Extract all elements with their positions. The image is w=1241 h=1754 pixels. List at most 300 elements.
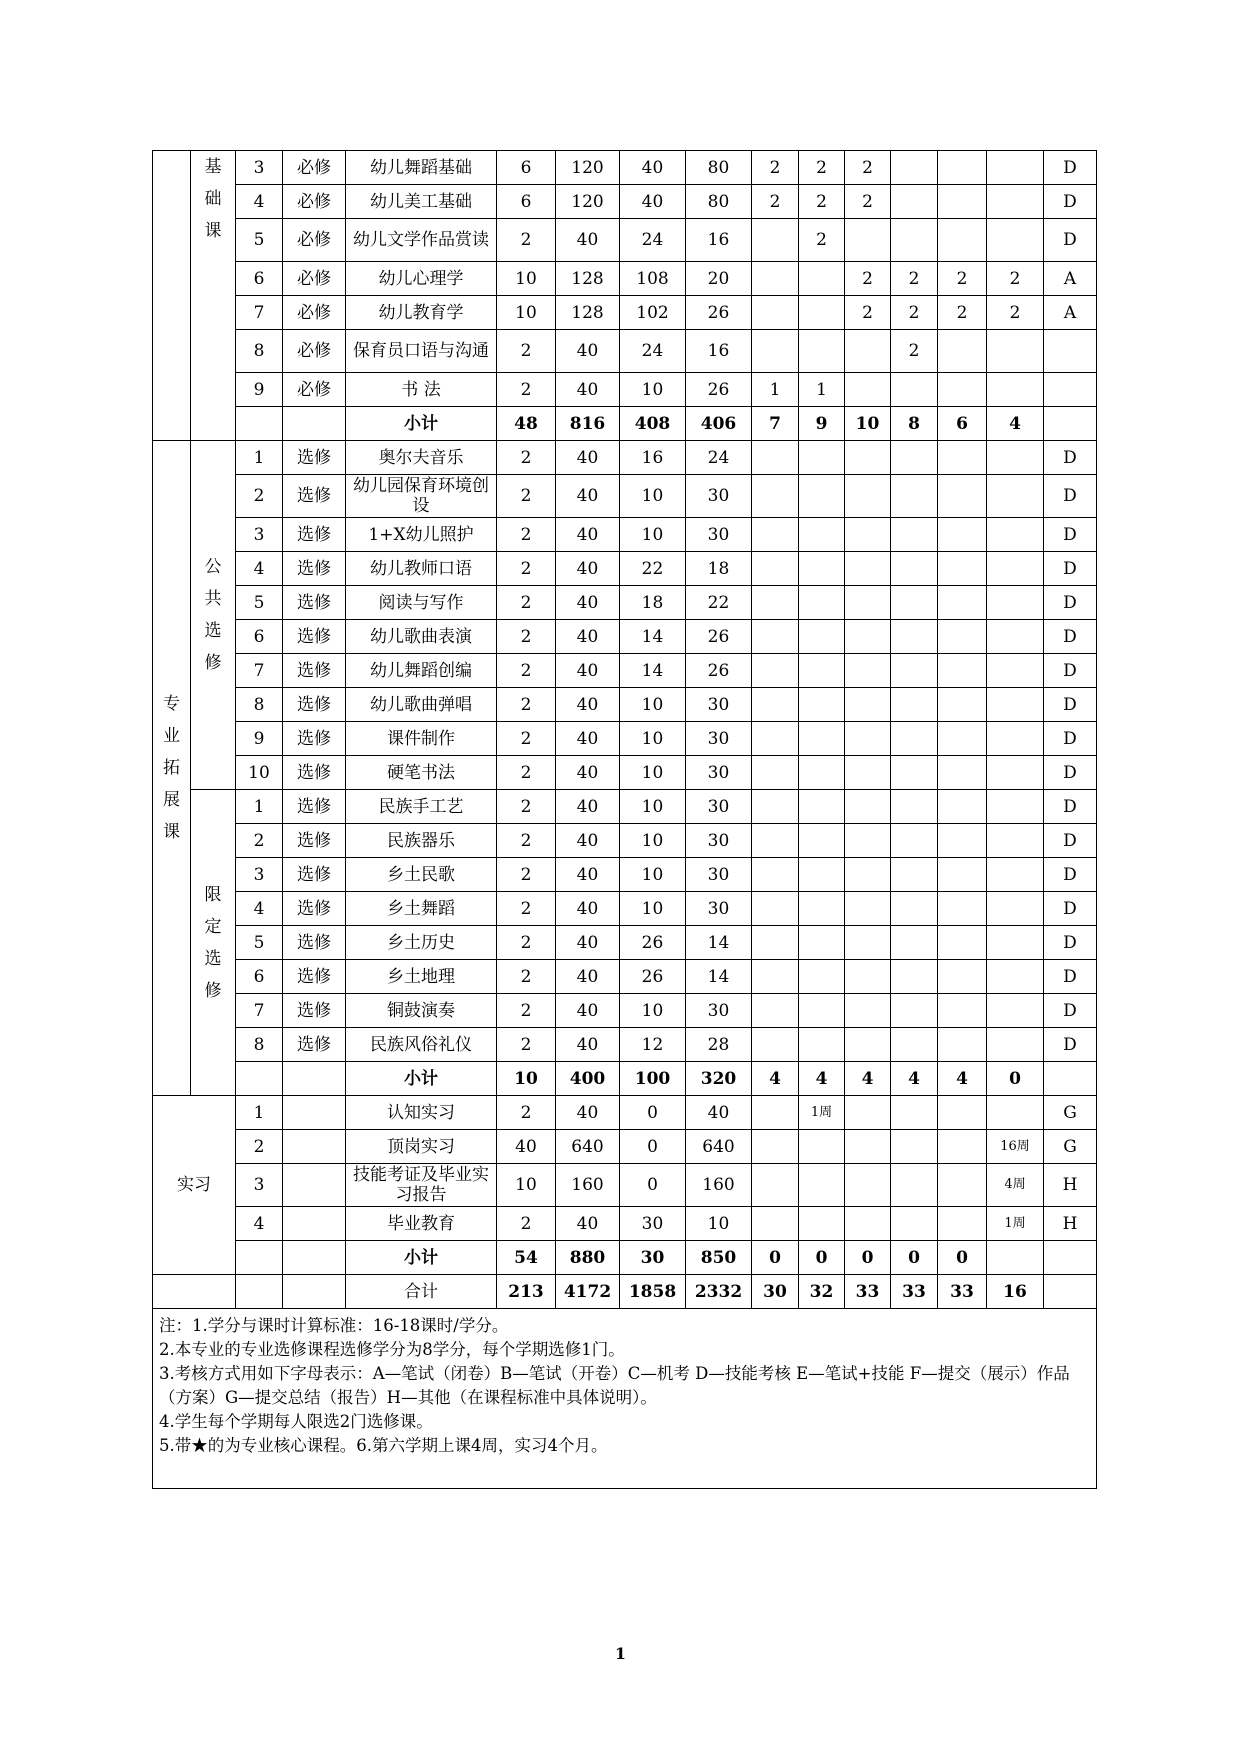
col-theory: 10: [620, 994, 686, 1028]
col-course: 幼儿歌曲表演: [346, 620, 497, 654]
col-credit: 2: [497, 790, 556, 824]
col-theory: 0: [620, 1130, 686, 1164]
col-s1: [752, 1130, 799, 1164]
col-s1: 2: [752, 151, 799, 185]
col-seq: 5: [236, 219, 283, 262]
col-s2: [799, 892, 845, 926]
col-credit: 2: [497, 926, 556, 960]
col-s6: [987, 688, 1044, 722]
col-credit: 2: [497, 994, 556, 1028]
table-row: [153, 620, 1097, 654]
col-s2: [799, 552, 845, 586]
col-hours: 40: [556, 654, 620, 688]
col-credit: 2: [497, 475, 556, 518]
total-cell: 1858: [620, 1275, 686, 1309]
subtotal-cell: [1044, 407, 1097, 441]
col-s4: [891, 790, 938, 824]
col-s5: [938, 790, 987, 824]
col-seq: 8: [236, 330, 283, 373]
col-s4: 2: [891, 296, 938, 330]
col-credit: 2: [497, 552, 556, 586]
col-s1: [752, 994, 799, 1028]
col-s5: [938, 960, 987, 994]
col-course: 乡土历史: [346, 926, 497, 960]
col-s1: [752, 441, 799, 475]
col-credit: 2: [497, 620, 556, 654]
col-s3: [845, 441, 891, 475]
subtotal-label: 小计: [346, 1062, 497, 1096]
col-s1: [752, 722, 799, 756]
col-credit: 10: [497, 296, 556, 330]
col-type: [283, 1207, 346, 1241]
col-assess: D: [1044, 552, 1097, 586]
col-s5: [938, 1164, 987, 1207]
col-credit: 10: [497, 262, 556, 296]
col-hours: 640: [556, 1130, 620, 1164]
col-s4: [891, 892, 938, 926]
col-credit: 2: [497, 518, 556, 552]
col-course: 保育员口语与沟通: [346, 330, 497, 373]
table-row: [153, 722, 1097, 756]
col-s5: [938, 824, 987, 858]
col-course: 民族手工艺: [346, 790, 497, 824]
col-credit: 2: [497, 654, 556, 688]
col-credit: 40: [497, 1130, 556, 1164]
col-s6: [987, 475, 1044, 518]
col-s5: [938, 185, 987, 219]
col-s6: [987, 790, 1044, 824]
col-credit: 2: [497, 892, 556, 926]
col-seq: 3: [236, 151, 283, 185]
col-seq: 1: [236, 790, 283, 824]
col-s1: [752, 262, 799, 296]
col-s4: [891, 1130, 938, 1164]
col-s5: [938, 926, 987, 960]
col-assess: A: [1044, 262, 1097, 296]
col-s3: [845, 219, 891, 262]
col-s3: [845, 994, 891, 1028]
col-practice: 18: [686, 552, 752, 586]
col-seq: 7: [236, 994, 283, 1028]
col-course: 书 法: [346, 373, 497, 407]
col-type: 选修: [283, 518, 346, 552]
col-s6: 16周: [987, 1130, 1044, 1164]
col-hours: 40: [556, 688, 620, 722]
table-row: [153, 1096, 1097, 1130]
col-assess: D: [1044, 620, 1097, 654]
section-public-elective: 公 共 选 修: [191, 441, 236, 790]
col-s5: [938, 518, 987, 552]
col-course: 幼儿园保育环境创设: [346, 475, 497, 518]
col-assess: D: [1044, 219, 1097, 262]
col-type: [283, 1275, 346, 1309]
col-s1: [752, 518, 799, 552]
col-s4: [891, 926, 938, 960]
col-seq: [236, 1062, 283, 1096]
col-practice: 30: [686, 892, 752, 926]
notes-cell: [153, 1309, 1097, 1489]
col-credit: 2: [497, 960, 556, 994]
col-s5: [938, 994, 987, 1028]
col-assess: H: [1044, 1207, 1097, 1241]
col-s1: [752, 824, 799, 858]
col-type: 选修: [283, 552, 346, 586]
col-credit: 6: [497, 185, 556, 219]
col-theory: 16: [620, 441, 686, 475]
col-s1: [752, 296, 799, 330]
subtotal-cell: 408: [620, 407, 686, 441]
col-practice: 30: [686, 824, 752, 858]
col-course: 幼儿舞蹈基础: [346, 151, 497, 185]
col-s4: [891, 858, 938, 892]
col-s6: [987, 518, 1044, 552]
col-hours: 40: [556, 518, 620, 552]
col-theory: 10: [620, 756, 686, 790]
table-row: [153, 373, 1097, 407]
col-practice: 28: [686, 1028, 752, 1062]
col-s6: [987, 441, 1044, 475]
col-practice: 30: [686, 722, 752, 756]
col-s2: [799, 1207, 845, 1241]
col-s4: [891, 960, 938, 994]
col-s4: [891, 475, 938, 518]
subtotal-cell: 10: [845, 407, 891, 441]
col-seq: 4: [236, 892, 283, 926]
col-s4: [891, 688, 938, 722]
col-type: 必修: [283, 262, 346, 296]
subtotal-cell: 4: [938, 1062, 987, 1096]
col-hours: 40: [556, 475, 620, 518]
col-s3: [845, 620, 891, 654]
col-s1: [752, 330, 799, 373]
col-hours: 40: [556, 926, 620, 960]
col-seq: 3: [236, 1164, 283, 1207]
subtotal-cell: 8: [891, 407, 938, 441]
col-assess: D: [1044, 960, 1097, 994]
col-s6: [987, 722, 1044, 756]
total-label: 合计: [346, 1275, 497, 1309]
col-s2: [799, 858, 845, 892]
col-s4: [891, 722, 938, 756]
col-s2: [799, 518, 845, 552]
col-s6: [987, 620, 1044, 654]
subtotal-cell: 0: [752, 1241, 799, 1275]
col-s1: [752, 586, 799, 620]
col-s3: [845, 790, 891, 824]
col-s6: [987, 926, 1044, 960]
col-assess: D: [1044, 926, 1097, 960]
subtotal-cell: 0: [987, 1062, 1044, 1096]
col-theory: 26: [620, 926, 686, 960]
col-theory: 108: [620, 262, 686, 296]
col-assess: D: [1044, 654, 1097, 688]
col-s6: [987, 185, 1044, 219]
col-hours: 40: [556, 790, 620, 824]
col-assess: D: [1044, 1028, 1097, 1062]
subtotal-label: 小计: [346, 407, 497, 441]
col-course: 铜鼓演奏: [346, 994, 497, 1028]
col-hours: 40: [556, 994, 620, 1028]
col-s4: [891, 1207, 938, 1241]
col-practice: 26: [686, 620, 752, 654]
col-theory: 10: [620, 824, 686, 858]
col-credit: 2: [497, 586, 556, 620]
col-type: 必修: [283, 330, 346, 373]
col-s1: [752, 475, 799, 518]
col-s5: [938, 858, 987, 892]
subtotal-cell: 10: [497, 1062, 556, 1096]
col-course: 幼儿美工基础: [346, 185, 497, 219]
col-s5: [938, 620, 987, 654]
col-s5: [938, 475, 987, 518]
col-seq: 5: [236, 586, 283, 620]
col-hours: 128: [556, 262, 620, 296]
col-theory: 40: [620, 185, 686, 219]
col-s1: [752, 892, 799, 926]
col-hours: 40: [556, 552, 620, 586]
col-s6: [987, 858, 1044, 892]
col-practice: 30: [686, 858, 752, 892]
subtotal-cell: 4: [891, 1062, 938, 1096]
table-row: [153, 1275, 1097, 1309]
col-s4: [891, 1028, 938, 1062]
col-hours: 40: [556, 824, 620, 858]
col-s5: 2: [938, 262, 987, 296]
total-cell: 33: [845, 1275, 891, 1309]
col-seq: [236, 1275, 283, 1309]
col-seq: 9: [236, 373, 283, 407]
col-type: 选修: [283, 858, 346, 892]
col-assess: D: [1044, 722, 1097, 756]
col-practice: 14: [686, 960, 752, 994]
total-blank: [153, 1275, 236, 1309]
col-course: 阅读与写作: [346, 586, 497, 620]
col-practice: 80: [686, 151, 752, 185]
col-theory: 10: [620, 722, 686, 756]
col-practice: 30: [686, 790, 752, 824]
col-seq: 3: [236, 858, 283, 892]
col-s2: [799, 688, 845, 722]
col-s5: [938, 151, 987, 185]
col-credit: 2: [497, 688, 556, 722]
col-practice: 640: [686, 1130, 752, 1164]
col-type: 选修: [283, 960, 346, 994]
col-credit: 2: [497, 441, 556, 475]
col-practice: 16: [686, 219, 752, 262]
col-s6: [987, 151, 1044, 185]
table-row: [153, 1164, 1097, 1207]
col-hours: 40: [556, 586, 620, 620]
col-credit: 2: [497, 722, 556, 756]
col-type: [283, 1164, 346, 1207]
col-practice: 30: [686, 994, 752, 1028]
col-s2: [799, 262, 845, 296]
col-theory: 10: [620, 475, 686, 518]
col-hours: 40: [556, 1096, 620, 1130]
col-type: 选修: [283, 994, 346, 1028]
col-s6: [987, 219, 1044, 262]
subtotal-cell: 400: [556, 1062, 620, 1096]
col-theory: 10: [620, 790, 686, 824]
col-type: 必修: [283, 296, 346, 330]
table-row: [153, 552, 1097, 586]
table-row: [153, 407, 1097, 441]
col-s3: 2: [845, 296, 891, 330]
col-assess: D: [1044, 441, 1097, 475]
col-type: 选修: [283, 824, 346, 858]
col-s5: [938, 441, 987, 475]
col-type: 必修: [283, 185, 346, 219]
col-s2: 1周: [799, 1096, 845, 1130]
col-practice: 20: [686, 262, 752, 296]
col-s5: [938, 1130, 987, 1164]
col-practice: 24: [686, 441, 752, 475]
col-s3: 2: [845, 151, 891, 185]
col-credit: 2: [497, 858, 556, 892]
curriculum-table: [152, 150, 1097, 1489]
col-s4: [891, 824, 938, 858]
table-row: [153, 1028, 1097, 1062]
col-s2: 1: [799, 373, 845, 407]
col-s1: [752, 688, 799, 722]
col-s5: [938, 373, 987, 407]
subtotal-cell: 406: [686, 407, 752, 441]
col-s2: [799, 475, 845, 518]
col-theory: 0: [620, 1096, 686, 1130]
col-theory: 40: [620, 151, 686, 185]
col-assess: D: [1044, 475, 1097, 518]
col-s5: 2: [938, 296, 987, 330]
col-s1: [752, 219, 799, 262]
col-s4: [891, 552, 938, 586]
col-seq: 7: [236, 654, 283, 688]
col-theory: 102: [620, 296, 686, 330]
col-credit: 2: [497, 756, 556, 790]
col-seq: 4: [236, 185, 283, 219]
col-s4: [891, 756, 938, 790]
table-row: [153, 219, 1097, 262]
col-credit: 2: [497, 824, 556, 858]
col-s5: [938, 688, 987, 722]
col-hours: 40: [556, 892, 620, 926]
total-cell: 213: [497, 1275, 556, 1309]
col-type: 必修: [283, 373, 346, 407]
col-assess: D: [1044, 185, 1097, 219]
col-practice: 30: [686, 688, 752, 722]
col-assess: D: [1044, 824, 1097, 858]
col-type: [283, 1241, 346, 1275]
col-assess: D: [1044, 790, 1097, 824]
col-seq: 6: [236, 262, 283, 296]
subtotal-cell: 48: [497, 407, 556, 441]
col-s2: [799, 330, 845, 373]
col-course: 1+X幼儿照护: [346, 518, 497, 552]
col-practice: 16: [686, 330, 752, 373]
page-number: 1: [614, 1644, 627, 1663]
table-row: [153, 296, 1097, 330]
table-row: [153, 994, 1097, 1028]
col-s2: [799, 296, 845, 330]
col-s6: [987, 330, 1044, 373]
col-theory: 26: [620, 960, 686, 994]
subtotal-cell: 4: [752, 1062, 799, 1096]
total-cell: 33: [938, 1275, 987, 1309]
col-s3: [845, 1096, 891, 1130]
col-s6: 1周: [987, 1207, 1044, 1241]
col-s1: [752, 1207, 799, 1241]
col-s3: [845, 688, 891, 722]
table-row: [153, 151, 1097, 185]
col-s6: 4周: [987, 1164, 1044, 1207]
col-credit: 2: [497, 1096, 556, 1130]
col-type: 选修: [283, 441, 346, 475]
col-s5: [938, 1207, 987, 1241]
col-practice: 160: [686, 1164, 752, 1207]
col-s5: [938, 586, 987, 620]
col-type: 选修: [283, 1028, 346, 1062]
col-s3: [845, 330, 891, 373]
col-assess: D: [1044, 994, 1097, 1028]
col-theory: 30: [620, 1207, 686, 1241]
col-theory: 14: [620, 654, 686, 688]
col-hours: 120: [556, 185, 620, 219]
subtotal-cell: 9: [799, 407, 845, 441]
col-course: 幼儿文学作品赏读: [346, 219, 497, 262]
table-row: [153, 688, 1097, 722]
col-s3: [845, 1130, 891, 1164]
col-credit: 2: [497, 373, 556, 407]
col-s2: [799, 926, 845, 960]
table-row: [153, 262, 1097, 296]
col-course: 乡土地理: [346, 960, 497, 994]
section-basic: 基 础 课: [191, 151, 236, 441]
col-course: 顶岗实习: [346, 1130, 497, 1164]
col-seq: 6: [236, 620, 283, 654]
col-type: 选修: [283, 620, 346, 654]
col-s5: [938, 892, 987, 926]
col-s1: [752, 1028, 799, 1062]
table-row: [153, 1241, 1097, 1275]
col-s1: [752, 654, 799, 688]
col-hours: 40: [556, 858, 620, 892]
col-s3: [845, 1028, 891, 1062]
col-assess: A: [1044, 296, 1097, 330]
col-assess: D: [1044, 756, 1097, 790]
col-s4: [891, 151, 938, 185]
table-row: [153, 185, 1097, 219]
col-s3: [845, 586, 891, 620]
col-course: 幼儿歌曲弹唱: [346, 688, 497, 722]
subtotal-cell: 320: [686, 1062, 752, 1096]
col-type: 选修: [283, 688, 346, 722]
col-s6: 2: [987, 296, 1044, 330]
col-credit: 6: [497, 151, 556, 185]
col-s4: 2: [891, 330, 938, 373]
table-row: [153, 858, 1097, 892]
col-seq: 6: [236, 960, 283, 994]
table-row: [153, 330, 1097, 373]
col-seq: 1: [236, 441, 283, 475]
col-s6: [987, 994, 1044, 1028]
table-row: [153, 518, 1097, 552]
col-seq: 3: [236, 518, 283, 552]
col-seq: 2: [236, 475, 283, 518]
note-line: 2.本专业的专业选修课程选修学分为8学分，每个学期选修1门。: [159, 1340, 625, 1359]
col-s6: [987, 892, 1044, 926]
col-s3: [845, 373, 891, 407]
table-row: [153, 654, 1097, 688]
col-hours: 160: [556, 1164, 620, 1207]
